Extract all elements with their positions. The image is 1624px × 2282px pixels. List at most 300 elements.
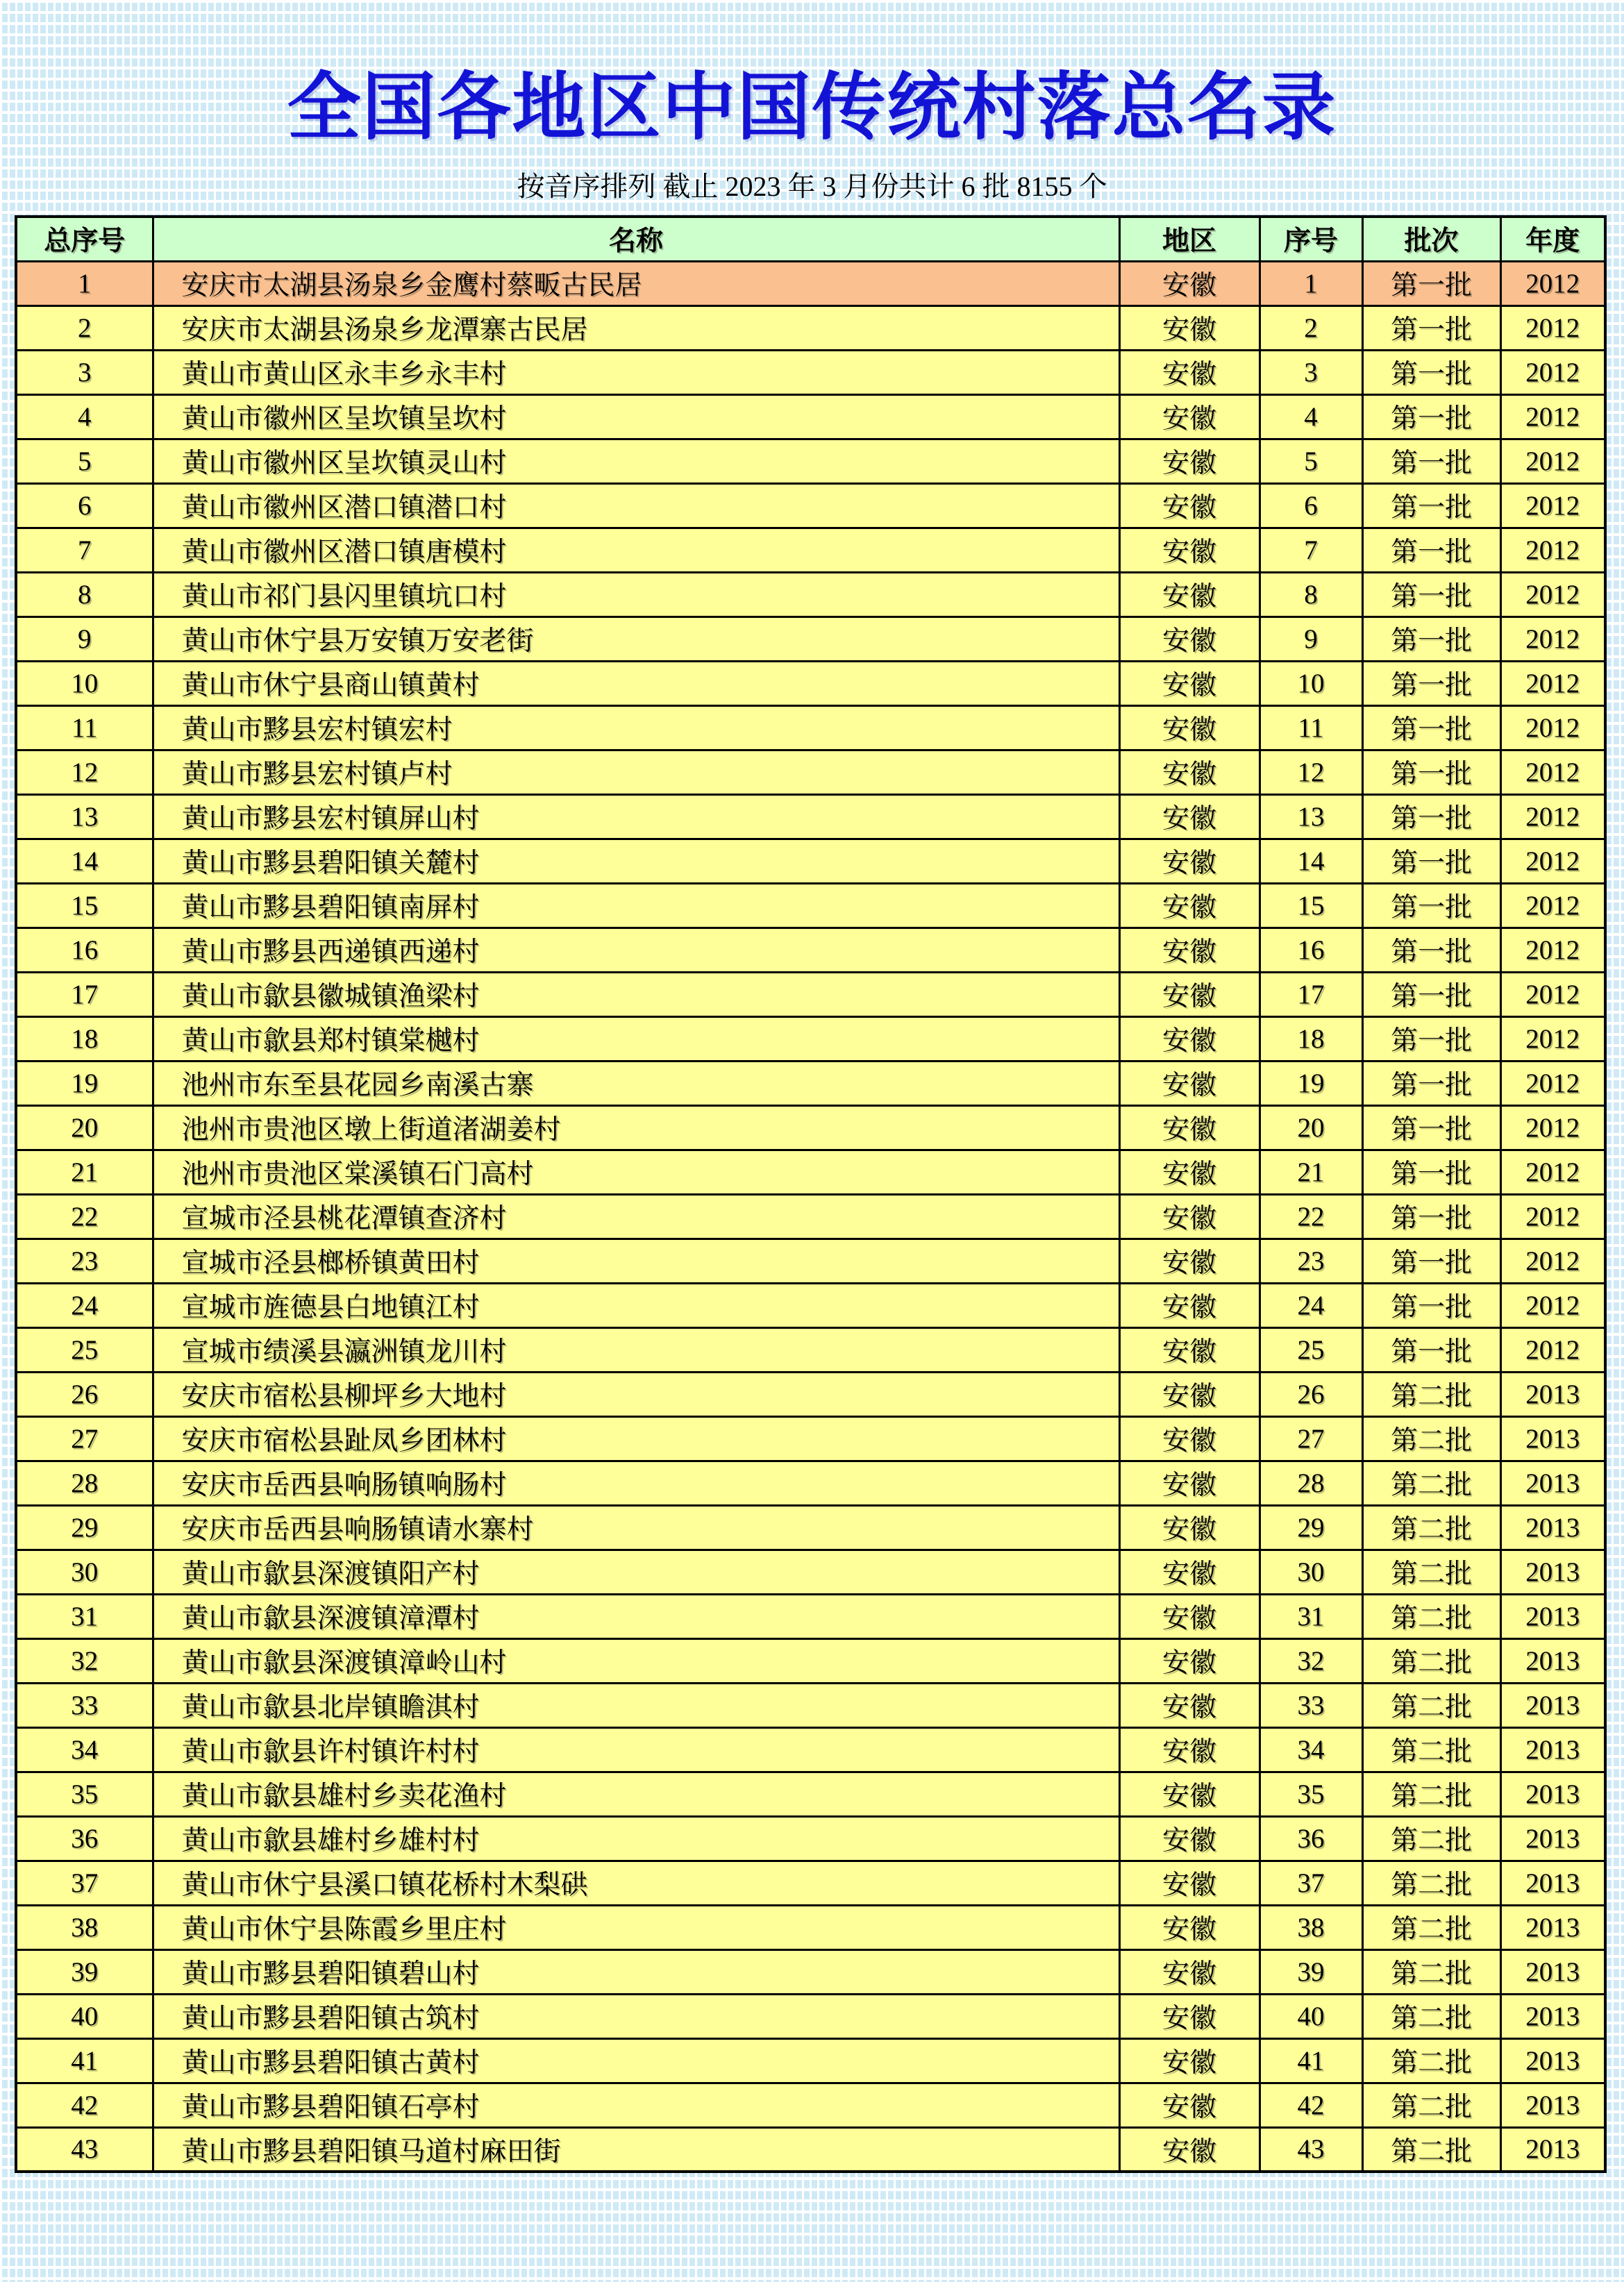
cell-region: 安徽 xyxy=(1119,1861,1259,1905)
cell-seq: 6 xyxy=(1259,483,1362,528)
table-row xyxy=(16,1861,1605,1905)
table-row xyxy=(16,2083,1605,2127)
cell-total-no: 37 xyxy=(16,1861,153,1905)
cell-total-no: 4 xyxy=(16,394,153,439)
table-row xyxy=(16,616,1605,661)
table-row xyxy=(16,1994,1605,2038)
header-region: 地区 xyxy=(1119,217,1259,261)
cell-region: 安徽 xyxy=(1119,1594,1259,1638)
cell-year: 2013 xyxy=(1500,1594,1605,1638)
cell-total-no: 30 xyxy=(16,1550,153,1594)
cell-total-no: 40 xyxy=(16,1994,153,2038)
cell-total-no: 3 xyxy=(16,350,153,394)
cell-name: 黄山市黟县碧阳镇马道村麻田街 xyxy=(153,2127,1119,2172)
cell-year: 2012 xyxy=(1500,1194,1605,1239)
cell-year: 2013 xyxy=(1500,1461,1605,1505)
cell-total-no: 28 xyxy=(16,1461,153,1505)
cell-total-no: 12 xyxy=(16,750,153,794)
table-row xyxy=(16,1461,1605,1505)
cell-region: 安徽 xyxy=(1119,1816,1259,1861)
cell-year: 2012 xyxy=(1500,305,1605,350)
cell-year: 2012 xyxy=(1500,794,1605,839)
cell-total-no: 17 xyxy=(16,972,153,1016)
cell-region: 安徽 xyxy=(1119,1372,1259,1416)
cell-name: 安庆市岳西县响肠镇请水寨村 xyxy=(153,1505,1119,1550)
table-row xyxy=(16,1683,1605,1727)
cell-total-no: 35 xyxy=(16,1772,153,1816)
cell-year: 2013 xyxy=(1500,1505,1605,1550)
cell-name: 安庆市宿松县柳坪乡大地村 xyxy=(153,1372,1119,1416)
cell-total-no: 5 xyxy=(16,439,153,483)
cell-total-no: 31 xyxy=(16,1594,153,1638)
cell-total-no: 33 xyxy=(16,1683,153,1727)
cell-total-no: 36 xyxy=(16,1816,153,1861)
cell-batch: 第一批 xyxy=(1362,1016,1500,1061)
cell-name: 黄山市黟县碧阳镇关麓村 xyxy=(153,839,1119,883)
cell-region: 安徽 xyxy=(1119,2083,1259,2127)
cell-batch: 第一批 xyxy=(1362,1150,1500,1194)
table-row xyxy=(16,1816,1605,1861)
cell-name: 黄山市歙县深渡镇漳岭山村 xyxy=(153,1638,1119,1683)
table-row xyxy=(16,1239,1605,1283)
cell-seq: 41 xyxy=(1259,2038,1362,2083)
cell-batch: 第二批 xyxy=(1362,2038,1500,2083)
cell-name: 黄山市歙县深渡镇漳潭村 xyxy=(153,1594,1119,1638)
cell-region: 安徽 xyxy=(1119,1061,1259,1105)
table-row xyxy=(16,839,1605,883)
cell-seq: 40 xyxy=(1259,1994,1362,2038)
cell-year: 2012 xyxy=(1500,261,1605,305)
cell-batch: 第一批 xyxy=(1362,1239,1500,1283)
cell-year: 2012 xyxy=(1500,1327,1605,1372)
cell-seq: 39 xyxy=(1259,1949,1362,1994)
cell-batch: 第二批 xyxy=(1362,1949,1500,1994)
table-row xyxy=(16,1594,1605,1638)
cell-region: 安徽 xyxy=(1119,1683,1259,1727)
cell-total-no: 9 xyxy=(16,616,153,661)
cell-total-no: 7 xyxy=(16,528,153,572)
cell-region: 安徽 xyxy=(1119,883,1259,928)
cell-year: 2013 xyxy=(1500,1816,1605,1861)
cell-name: 黄山市黟县宏村镇宏村 xyxy=(153,705,1119,750)
cell-total-no: 38 xyxy=(16,1905,153,1949)
cell-seq: 36 xyxy=(1259,1816,1362,1861)
cell-seq: 42 xyxy=(1259,2083,1362,2127)
cell-region: 安徽 xyxy=(1119,1416,1259,1461)
table-row xyxy=(16,1905,1605,1949)
table-row xyxy=(16,1194,1605,1239)
cell-year: 2013 xyxy=(1500,1550,1605,1594)
cell-year: 2012 xyxy=(1500,439,1605,483)
cell-name: 黄山市黟县碧阳镇碧山村 xyxy=(153,1949,1119,1994)
cell-seq: 23 xyxy=(1259,1239,1362,1283)
cell-seq: 4 xyxy=(1259,394,1362,439)
cell-name: 黄山市黟县碧阳镇古黄村 xyxy=(153,2038,1119,2083)
cell-name: 黄山市休宁县万安镇万安老街 xyxy=(153,616,1119,661)
cell-region: 安徽 xyxy=(1119,928,1259,972)
cell-total-no: 14 xyxy=(16,839,153,883)
cell-region: 安徽 xyxy=(1119,750,1259,794)
cell-seq: 13 xyxy=(1259,794,1362,839)
cell-year: 2012 xyxy=(1500,1283,1605,1327)
page-title: 全国各地区中国传统村落总名录 xyxy=(287,67,1337,149)
table-row xyxy=(16,750,1605,794)
cell-region: 安徽 xyxy=(1119,1194,1259,1239)
cell-batch: 第一批 xyxy=(1362,1061,1500,1105)
cell-region: 安徽 xyxy=(1119,1327,1259,1372)
header-total-no: 总序号 xyxy=(16,217,153,261)
cell-total-no: 11 xyxy=(16,705,153,750)
cell-year: 2013 xyxy=(1500,1949,1605,1994)
cell-total-no: 10 xyxy=(16,661,153,705)
cell-total-no: 19 xyxy=(16,1061,153,1105)
cell-name: 黄山市黄山区永丰乡永丰村 xyxy=(153,350,1119,394)
cell-name: 黄山市歙县许村镇许村村 xyxy=(153,1727,1119,1772)
cell-seq: 31 xyxy=(1259,1594,1362,1638)
cell-total-no: 32 xyxy=(16,1638,153,1683)
cell-region: 安徽 xyxy=(1119,794,1259,839)
cell-year: 2013 xyxy=(1500,1638,1605,1683)
cell-year: 2013 xyxy=(1500,1994,1605,2038)
cell-batch: 第一批 xyxy=(1362,1194,1500,1239)
table-row xyxy=(16,1150,1605,1194)
cell-batch: 第二批 xyxy=(1362,2083,1500,2127)
cell-name: 黄山市徽州区潜口镇潜口村 xyxy=(153,483,1119,528)
cell-batch: 第一批 xyxy=(1362,528,1500,572)
cell-total-no: 23 xyxy=(16,1239,153,1283)
table-row xyxy=(16,1016,1605,1061)
cell-batch: 第二批 xyxy=(1362,1994,1500,2038)
cell-year: 2012 xyxy=(1500,528,1605,572)
cell-batch: 第二批 xyxy=(1362,1505,1500,1550)
cell-year: 2012 xyxy=(1500,572,1605,616)
cell-name: 黄山市徽州区潜口镇唐模村 xyxy=(153,528,1119,572)
cell-batch: 第一批 xyxy=(1362,661,1500,705)
cell-batch: 第一批 xyxy=(1362,261,1500,305)
cell-total-no: 27 xyxy=(16,1416,153,1461)
cell-total-no: 34 xyxy=(16,1727,153,1772)
cell-batch: 第二批 xyxy=(1362,1905,1500,1949)
cell-name: 安庆市太湖县汤泉乡龙潭寨古民居 xyxy=(153,305,1119,350)
cell-name: 黄山市黟县宏村镇屏山村 xyxy=(153,794,1119,839)
cell-seq: 11 xyxy=(1259,705,1362,750)
cell-batch: 第二批 xyxy=(1362,1638,1500,1683)
cell-region: 安徽 xyxy=(1119,439,1259,483)
cell-region: 安徽 xyxy=(1119,972,1259,1016)
cell-year: 2012 xyxy=(1500,972,1605,1016)
cell-name: 安庆市太湖县汤泉乡金鹰村蔡畈古民居 xyxy=(153,261,1119,305)
cell-year: 2012 xyxy=(1500,1105,1605,1150)
header-year: 年度 xyxy=(1500,217,1605,261)
village-table xyxy=(15,215,1607,2173)
cell-total-no: 21 xyxy=(16,1150,153,1194)
cell-seq: 14 xyxy=(1259,839,1362,883)
cell-name: 宣城市泾县桃花潭镇查济村 xyxy=(153,1194,1119,1239)
table-row xyxy=(16,928,1605,972)
cell-region: 安徽 xyxy=(1119,1550,1259,1594)
cell-batch: 第一批 xyxy=(1362,1105,1500,1150)
cell-region: 安徽 xyxy=(1119,350,1259,394)
cell-name: 黄山市黟县宏村镇卢村 xyxy=(153,750,1119,794)
cell-seq: 43 xyxy=(1259,2127,1362,2172)
cell-batch: 第一批 xyxy=(1362,1283,1500,1327)
cell-region: 安徽 xyxy=(1119,1772,1259,1816)
table-row xyxy=(16,2038,1605,2083)
cell-region: 安徽 xyxy=(1119,261,1259,305)
cell-region: 安徽 xyxy=(1119,572,1259,616)
cell-seq: 37 xyxy=(1259,1861,1362,1905)
cell-batch: 第一批 xyxy=(1362,439,1500,483)
cell-region: 安徽 xyxy=(1119,305,1259,350)
cell-region: 安徽 xyxy=(1119,1905,1259,1949)
cell-total-no: 24 xyxy=(16,1283,153,1327)
cell-seq: 21 xyxy=(1259,1150,1362,1194)
cell-region: 安徽 xyxy=(1119,483,1259,528)
cell-seq: 1 xyxy=(1259,261,1362,305)
cell-region: 安徽 xyxy=(1119,1638,1259,1683)
cell-year: 2013 xyxy=(1500,1861,1605,1905)
cell-total-no: 41 xyxy=(16,2038,153,2083)
cell-name: 黄山市黟县碧阳镇石亭村 xyxy=(153,2083,1119,2127)
cell-seq: 19 xyxy=(1259,1061,1362,1105)
cell-region: 安徽 xyxy=(1119,1994,1259,2038)
cell-seq: 12 xyxy=(1259,750,1362,794)
cell-seq: 16 xyxy=(1259,928,1362,972)
cell-region: 安徽 xyxy=(1119,1283,1259,1327)
cell-year: 2012 xyxy=(1500,750,1605,794)
cell-batch: 第一批 xyxy=(1362,483,1500,528)
cell-seq: 32 xyxy=(1259,1638,1362,1683)
cell-region: 安徽 xyxy=(1119,839,1259,883)
cell-year: 2012 xyxy=(1500,483,1605,528)
table-row xyxy=(16,1949,1605,1994)
cell-name: 宣城市绩溪县瀛洲镇龙川村 xyxy=(153,1327,1119,1372)
table-row xyxy=(16,1105,1605,1150)
cell-region: 安徽 xyxy=(1119,1239,1259,1283)
page-subtitle: 按音序排列 截止 2023 年 3 月份共计 6 批 8155 个 xyxy=(517,171,1107,202)
cell-batch: 第二批 xyxy=(1362,1727,1500,1772)
cell-year: 2012 xyxy=(1500,1239,1605,1283)
cell-seq: 7 xyxy=(1259,528,1362,572)
village-table-header xyxy=(16,217,1605,261)
cell-name: 黄山市休宁县溪口镇花桥村木梨硔 xyxy=(153,1861,1119,1905)
cell-seq: 2 xyxy=(1259,305,1362,350)
cell-batch: 第一批 xyxy=(1362,750,1500,794)
table-row xyxy=(16,794,1605,839)
cell-year: 2012 xyxy=(1500,350,1605,394)
table-row xyxy=(16,1638,1605,1683)
cell-year: 2013 xyxy=(1500,2038,1605,2083)
table-row xyxy=(16,394,1605,439)
cell-batch: 第一批 xyxy=(1362,839,1500,883)
cell-year: 2012 xyxy=(1500,1150,1605,1194)
cell-total-no: 18 xyxy=(16,1016,153,1061)
table-row xyxy=(16,1772,1605,1816)
header-name: 名称 xyxy=(153,217,1119,261)
cell-seq: 27 xyxy=(1259,1416,1362,1461)
cell-batch: 第二批 xyxy=(1362,1550,1500,1594)
cell-name: 黄山市黟县西递镇西递村 xyxy=(153,928,1119,972)
cell-name: 宣城市旌德县白地镇江村 xyxy=(153,1283,1119,1327)
cell-seq: 22 xyxy=(1259,1194,1362,1239)
cell-name: 池州市贵池区棠溪镇石门高村 xyxy=(153,1150,1119,1194)
header-row xyxy=(16,217,1605,261)
table-row xyxy=(16,661,1605,705)
cell-region: 安徽 xyxy=(1119,1949,1259,1994)
cell-region: 安徽 xyxy=(1119,2038,1259,2083)
cell-seq: 5 xyxy=(1259,439,1362,483)
table-row xyxy=(16,883,1605,928)
cell-name: 黄山市徽州区呈坎镇灵山村 xyxy=(153,439,1119,483)
cell-total-no: 6 xyxy=(16,483,153,528)
cell-name: 黄山市歙县雄村乡卖花渔村 xyxy=(153,1772,1119,1816)
cell-region: 安徽 xyxy=(1119,394,1259,439)
cell-batch: 第一批 xyxy=(1362,572,1500,616)
cell-total-no: 26 xyxy=(16,1372,153,1416)
cell-total-no: 2 xyxy=(16,305,153,350)
cell-batch: 第二批 xyxy=(1362,1816,1500,1861)
cell-year: 2012 xyxy=(1500,1016,1605,1061)
cell-seq: 20 xyxy=(1259,1105,1362,1150)
cell-batch: 第二批 xyxy=(1362,1416,1500,1461)
cell-batch: 第二批 xyxy=(1362,1461,1500,1505)
table-row xyxy=(16,1327,1605,1372)
table-row xyxy=(16,483,1605,528)
header-batch: 批次 xyxy=(1362,217,1500,261)
table-row xyxy=(16,972,1605,1016)
cell-region: 安徽 xyxy=(1119,1016,1259,1061)
cell-seq: 8 xyxy=(1259,572,1362,616)
cell-name: 黄山市徽州区呈坎镇呈坎村 xyxy=(153,394,1119,439)
cell-seq: 28 xyxy=(1259,1461,1362,1505)
cell-region: 安徽 xyxy=(1119,661,1259,705)
cell-seq: 17 xyxy=(1259,972,1362,1016)
table-row xyxy=(16,261,1605,305)
cell-year: 2012 xyxy=(1500,705,1605,750)
cell-region: 安徽 xyxy=(1119,528,1259,572)
village-table-body xyxy=(16,261,1605,2172)
cell-name: 黄山市歙县深渡镇阳产村 xyxy=(153,1550,1119,1594)
cell-name: 黄山市休宁县陈霞乡里庄村 xyxy=(153,1905,1119,1949)
cell-year: 2013 xyxy=(1500,2127,1605,2172)
cell-batch: 第一批 xyxy=(1362,883,1500,928)
cell-name: 黄山市黟县碧阳镇南屏村 xyxy=(153,883,1119,928)
cell-seq: 15 xyxy=(1259,883,1362,928)
cell-name: 池州市贵池区墩上街道渚湖姜村 xyxy=(153,1105,1119,1150)
cell-batch: 第二批 xyxy=(1362,1594,1500,1638)
table-row xyxy=(16,1727,1605,1772)
cell-name: 黄山市歙县雄村乡雄村村 xyxy=(153,1816,1119,1861)
cell-batch: 第一批 xyxy=(1362,972,1500,1016)
cell-year: 2012 xyxy=(1500,394,1605,439)
cell-region: 安徽 xyxy=(1119,1727,1259,1772)
table-row xyxy=(16,1061,1605,1105)
cell-region: 安徽 xyxy=(1119,1461,1259,1505)
table-row xyxy=(16,1372,1605,1416)
cell-seq: 38 xyxy=(1259,1905,1362,1949)
cell-year: 2013 xyxy=(1500,2083,1605,2127)
cell-seq: 3 xyxy=(1259,350,1362,394)
table-row xyxy=(16,350,1605,394)
cell-region: 安徽 xyxy=(1119,2127,1259,2172)
cell-region: 安徽 xyxy=(1119,1150,1259,1194)
cell-seq: 35 xyxy=(1259,1772,1362,1816)
cell-name: 黄山市祁门县闪里镇坑口村 xyxy=(153,572,1119,616)
cell-year: 2012 xyxy=(1500,661,1605,705)
table-row xyxy=(16,1283,1605,1327)
cell-seq: 33 xyxy=(1259,1683,1362,1727)
cell-batch: 第二批 xyxy=(1362,1372,1500,1416)
cell-batch: 第二批 xyxy=(1362,1861,1500,1905)
cell-batch: 第一批 xyxy=(1362,350,1500,394)
table-row xyxy=(16,705,1605,750)
cell-name: 黄山市歙县北岸镇瞻淇村 xyxy=(153,1683,1119,1727)
cell-year: 2013 xyxy=(1500,1905,1605,1949)
cell-name: 黄山市休宁县商山镇黄村 xyxy=(153,661,1119,705)
cell-name: 黄山市黟县碧阳镇古筑村 xyxy=(153,1994,1119,2038)
cell-seq: 25 xyxy=(1259,1327,1362,1372)
cell-seq: 34 xyxy=(1259,1727,1362,1772)
cell-region: 安徽 xyxy=(1119,1105,1259,1150)
cell-total-no: 20 xyxy=(16,1105,153,1150)
cell-batch: 第二批 xyxy=(1362,1772,1500,1816)
table-row xyxy=(16,528,1605,572)
cell-year: 2013 xyxy=(1500,1683,1605,1727)
cell-year: 2012 xyxy=(1500,616,1605,661)
cell-name: 安庆市宿松县趾凤乡团林村 xyxy=(153,1416,1119,1461)
cell-total-no: 42 xyxy=(16,2083,153,2127)
cell-year: 2012 xyxy=(1500,928,1605,972)
cell-total-no: 13 xyxy=(16,794,153,839)
cell-batch: 第一批 xyxy=(1362,394,1500,439)
cell-batch: 第一批 xyxy=(1362,616,1500,661)
cell-total-no: 25 xyxy=(16,1327,153,1372)
cell-year: 2013 xyxy=(1500,1727,1605,1772)
cell-batch: 第一批 xyxy=(1362,928,1500,972)
cell-name: 池州市东至县花园乡南溪古寨 xyxy=(153,1061,1119,1105)
cell-total-no: 15 xyxy=(16,883,153,928)
cell-total-no: 1 xyxy=(16,261,153,305)
cell-batch: 第二批 xyxy=(1362,2127,1500,2172)
table-row xyxy=(16,572,1605,616)
cell-seq: 29 xyxy=(1259,1505,1362,1550)
table-row xyxy=(16,1550,1605,1594)
cell-total-no: 16 xyxy=(16,928,153,972)
cell-name: 黄山市歙县郑村镇棠樾村 xyxy=(153,1016,1119,1061)
cell-total-no: 29 xyxy=(16,1505,153,1550)
cell-year: 2013 xyxy=(1500,1416,1605,1461)
cell-year: 2012 xyxy=(1500,1061,1605,1105)
table-row xyxy=(16,439,1605,483)
cell-year: 2013 xyxy=(1500,1372,1605,1416)
table-row xyxy=(16,1416,1605,1461)
cell-batch: 第一批 xyxy=(1362,305,1500,350)
cell-batch: 第一批 xyxy=(1362,1327,1500,1372)
cell-batch: 第一批 xyxy=(1362,794,1500,839)
cell-year: 2012 xyxy=(1500,839,1605,883)
table-row xyxy=(16,305,1605,350)
cell-region: 安徽 xyxy=(1119,705,1259,750)
cell-seq: 30 xyxy=(1259,1550,1362,1594)
table-row xyxy=(16,1505,1605,1550)
cell-total-no: 43 xyxy=(16,2127,153,2172)
cell-year: 2012 xyxy=(1500,883,1605,928)
cell-seq: 10 xyxy=(1259,661,1362,705)
table-row xyxy=(16,2127,1605,2172)
cell-name: 宣城市泾县榔桥镇黄田村 xyxy=(153,1239,1119,1283)
cell-region: 安徽 xyxy=(1119,616,1259,661)
cell-seq: 26 xyxy=(1259,1372,1362,1416)
